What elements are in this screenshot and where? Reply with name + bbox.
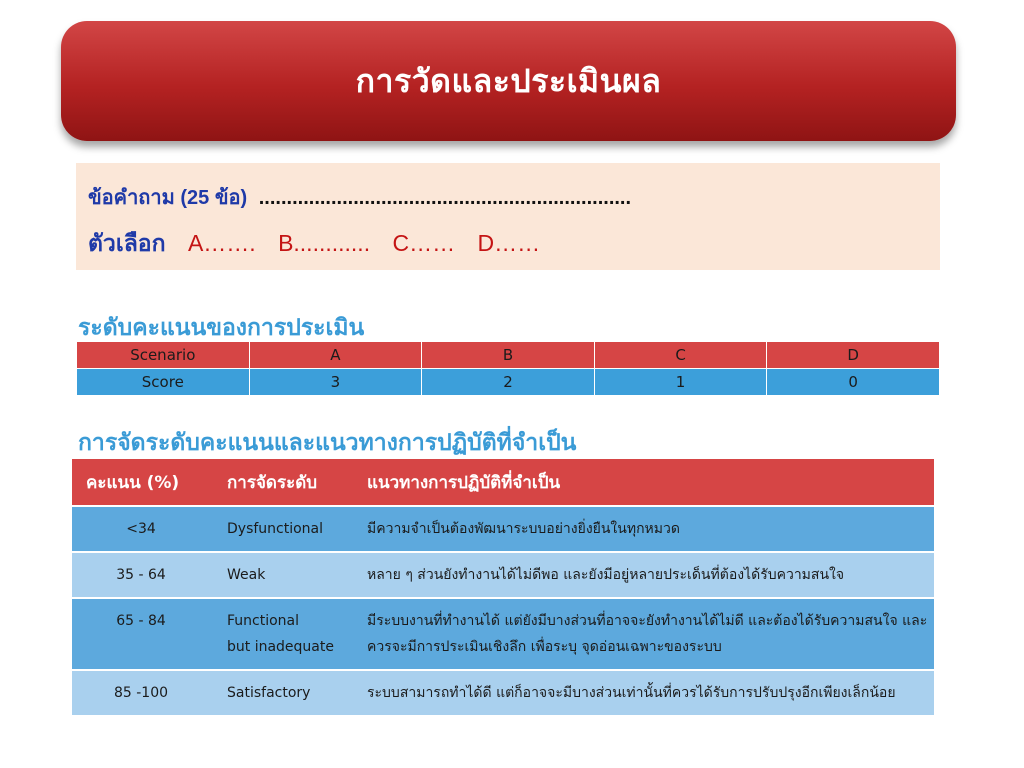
level-cell [216, 598, 356, 670]
table-cell: C [594, 342, 767, 369]
level-text: Satisfactory [227, 685, 311, 701]
question-line [88, 181, 631, 213]
option-b: B............ [278, 230, 371, 256]
table-row [72, 506, 934, 552]
question-dots: ................................................................... [258, 187, 632, 209]
column-header: แนวทางการปฏิบัติที่จำเป็น [356, 459, 934, 506]
title-banner [61, 21, 956, 141]
table-row [72, 552, 934, 598]
table-row [77, 342, 940, 369]
guide-cell: ระบบสามารถทำได้ดี แต่ก็อาจจะมีบางส่วนเท่านั้นที่ควรได้รับการปรับปรุงอีกเพียงเล็กน้อย [356, 670, 934, 715]
table-cell: 0 [767, 369, 940, 396]
table-row [72, 670, 934, 715]
table-cell: B [422, 342, 595, 369]
guide-cell: มีความจำเป็นต้องพัฒนาระบบอย่างยิ่งยืนในทุกหมวด [356, 506, 934, 552]
score-table [76, 341, 940, 396]
table-header-row [72, 459, 934, 506]
table-row [72, 598, 934, 670]
column-header: การจัดระดับ [216, 459, 356, 506]
option-c: C…… [392, 230, 456, 256]
level-text: Functional [227, 613, 300, 629]
table-cell: Score [77, 369, 250, 396]
choices-label: ตัวเลือก [88, 230, 166, 256]
option-a: A……. [187, 230, 256, 256]
score-section-heading: ระดับคะแนนของการประเมิน [78, 315, 365, 341]
guide-cell: มีระบบงานที่ทำงานได้ แต่ยังมีบางส่วนที่อาจจะยังทำงานได้ไม่ดี และต้องได้รับความสนใจ และควรจะมีการประเมินเชิงลึก เพื่อระบุ จุดอ่อนเฉพาะของระบบ [356, 598, 934, 670]
score-cell: 85 -100 [72, 670, 216, 715]
guide-table [72, 459, 934, 715]
level-cell [216, 506, 356, 552]
guide-cell: หลาย ๆ ส่วนยังทำงานได้ไม่ดีพอ และยังมีอยู่หลายประเด็นที่ต้องได้รับความสนใจ [356, 552, 934, 598]
table-cell: D [767, 342, 940, 369]
page-title: การวัดและประเมินผล [355, 61, 662, 100]
table-row [77, 369, 940, 396]
choices-line [88, 226, 540, 262]
score-cell: 65 - 84 [72, 598, 216, 670]
question-box [76, 163, 940, 270]
table-cell: A [249, 342, 422, 369]
guide-section-heading: การจัดระดับคะแนนและแนวทางการปฏิบัติที่จำเป็น [78, 430, 577, 456]
table-cell: Scenario [77, 342, 250, 369]
option-d: D…… [477, 230, 541, 256]
table-cell: 3 [249, 369, 422, 396]
score-cell: 35 - 64 [72, 552, 216, 598]
level-text: Dysfunctional [227, 521, 324, 537]
score-cell: <34 [72, 506, 216, 552]
question-label: ข้อคำถาม (25 ข้อ) [88, 187, 248, 209]
level-cell [216, 552, 356, 598]
column-header: คะแนน (%) [72, 459, 216, 506]
level-cell [216, 670, 356, 715]
level-text-line2: but inadequate [227, 639, 334, 655]
level-text: Weak [227, 567, 266, 583]
table-cell: 1 [594, 369, 767, 396]
table-cell: 2 [422, 369, 595, 396]
